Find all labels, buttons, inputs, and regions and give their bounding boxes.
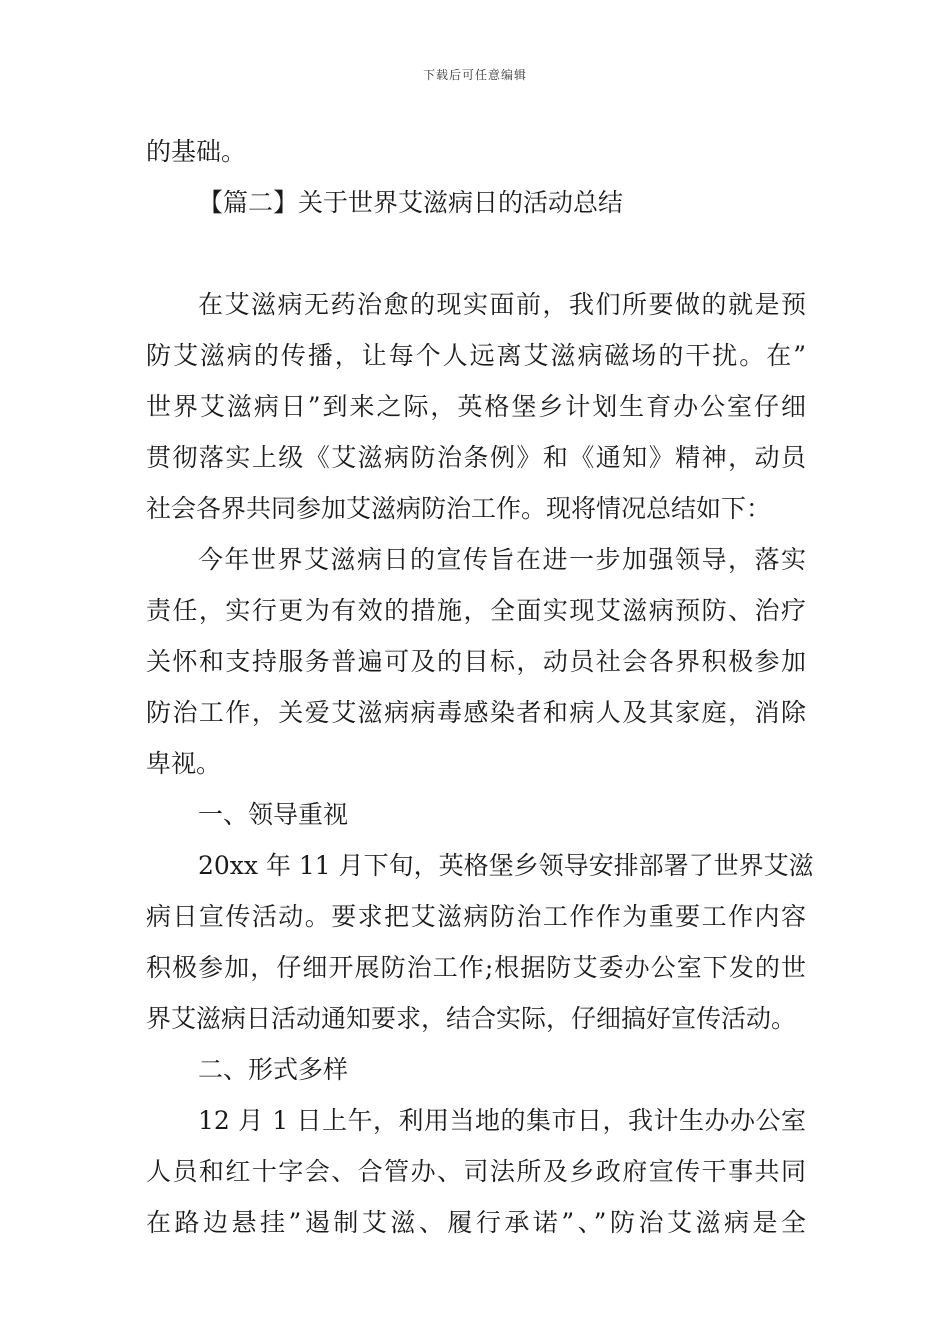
paragraph-line: 积极参加，仔细开展防治工作;根据防艾委办公室下发的世: [146, 953, 806, 982]
section-heading: 二、形式多样: [198, 1055, 349, 1084]
paragraph-line: 在路边悬挂”遏制艾滋、履行承诺”、”防治艾滋病是全: [146, 1208, 806, 1237]
paragraph-line: 界艾滋病日活动通知要求，结合实际，仔细搞好宣传活动。: [146, 1004, 797, 1033]
paragraph-line: 的基础。: [146, 137, 247, 166]
section-title: 【篇二】关于世界艾滋病日的活动总结: [198, 188, 624, 217]
paragraph-line: 防治工作，关爱艾滋病病毒感染者和病人及其家庭，消除: [146, 698, 806, 727]
paragraph-line: 贯彻落实上级《艾滋病防治条例》和《通知》精神，动员: [146, 443, 806, 472]
paragraph-line: 人员和红十字会、合管办、司法所及乡政府宣传干事共同: [146, 1157, 806, 1186]
section-heading: 一、领导重视: [198, 800, 349, 829]
paragraph-line: 世界艾滋病日”到来之际，英格堡乡计划生育办公室仔细: [146, 392, 806, 421]
paragraph-line: 关怀和支持服务普遍可及的目标，动员社会各界积极参加: [146, 647, 806, 676]
paragraph-line: 社会各界共同参加艾滋病防治工作。现将情况总结如下：: [146, 494, 772, 523]
blank-line: [146, 228, 806, 279]
paragraph-line: 20xx 年 11 月下旬，英格堡乡领导安排部署了世界艾滋: [198, 851, 814, 880]
paragraph-line: 卑视。: [146, 749, 222, 778]
paragraph-line: 防艾滋病的传播，让每个人远离艾滋病磁场的干扰。在”: [146, 341, 806, 370]
paragraph-line: 12 月 1 日上午，利用当地的集市日，我计生办办公室: [198, 1106, 806, 1135]
paragraph-line: 责任，实行更为有效的措施，全面实现艾滋病预防、治疗: [146, 596, 806, 625]
page-header-note: 下载后可任意编辑: [422, 68, 527, 82]
paragraph-line: 今年世界艾滋病日的宣传旨在进一步加强领导，落实: [198, 545, 806, 574]
paragraph-line: 病日宣传活动。要求把艾滋病防治工作作为重要工作内容: [146, 902, 806, 931]
document-body: [146, 126, 814, 1248]
paragraph-line: 在艾滋病无药治愈的现实面前，我们所要做的就是预: [198, 290, 806, 319]
